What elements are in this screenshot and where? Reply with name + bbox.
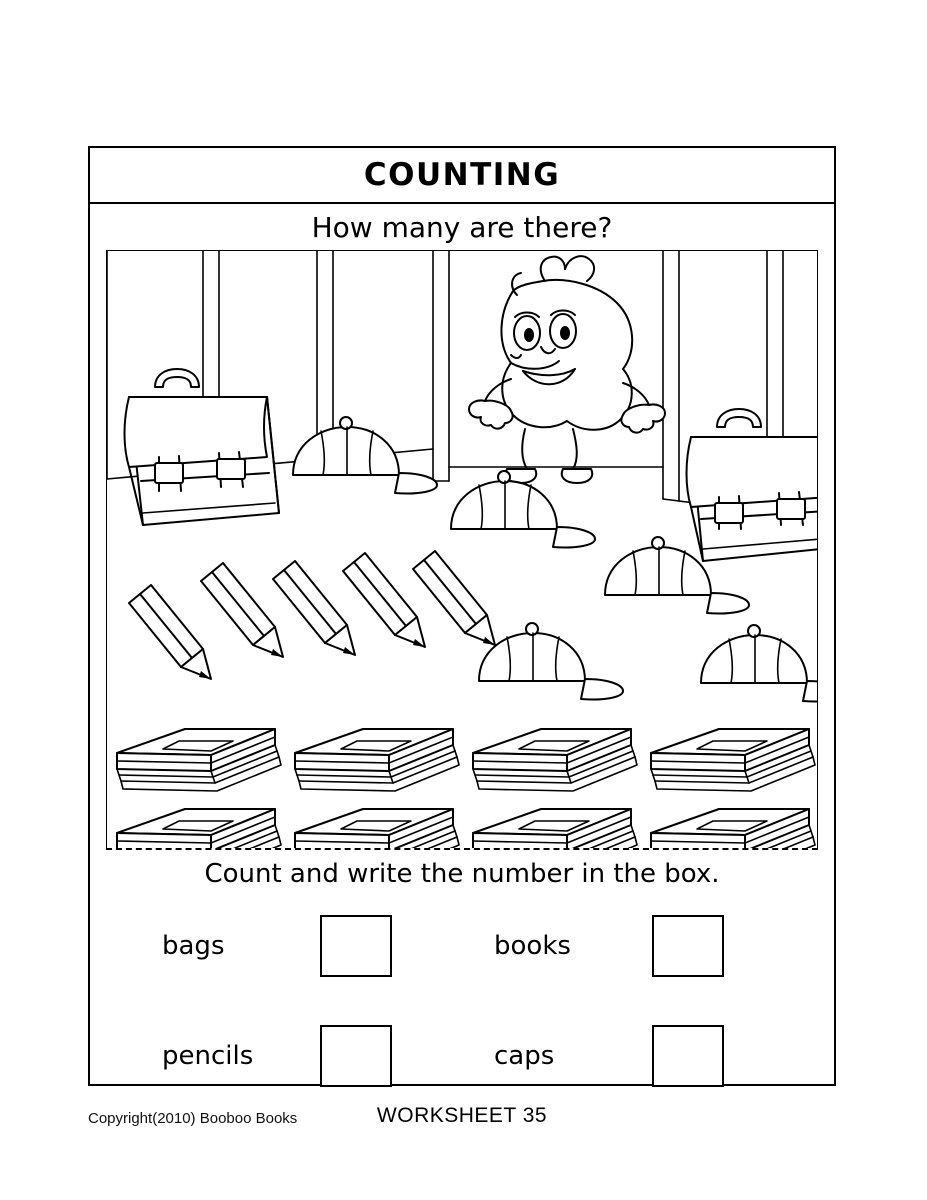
cap-1 [293, 417, 437, 494]
answers-grid [130, 900, 794, 1102]
copyright-notice: Copyright(2010) Booboo Books [88, 1110, 298, 1127]
book-stack-5 [117, 809, 281, 850]
answer-box-books[interactable] [652, 915, 724, 977]
answer-label-pencils: pencils [162, 1041, 254, 1071]
cap-5 [701, 625, 818, 702]
book-stack-2 [295, 729, 459, 791]
book-stack-3 [473, 729, 637, 791]
counting-scene-illustration [107, 251, 818, 850]
worksheet-subtitle [90, 204, 834, 250]
answer-label-books: books [494, 931, 571, 961]
instruction-text: Count and write the number in the box. [204, 859, 720, 889]
pencil-1 [129, 585, 211, 679]
school-bag-right [687, 409, 819, 561]
worksheet-title-bar [90, 148, 834, 204]
book-stack-4 [651, 729, 815, 791]
answer-box-bags[interactable] [320, 915, 392, 977]
book-stack-6 [295, 809, 459, 850]
pencil-3 [273, 561, 355, 655]
worksheet-number: WORKSHEET 35 [376, 1104, 548, 1127]
page-title: COUNTING [363, 157, 561, 193]
answer-row-pencils [130, 1010, 462, 1102]
cartoon-character [469, 256, 665, 483]
pencil-4 [343, 553, 425, 647]
school-bag-left [125, 369, 280, 525]
instruction-row [90, 850, 834, 898]
answer-label-bags: bags [162, 931, 225, 961]
answer-label-caps: caps [494, 1041, 555, 1071]
book-stack-8 [651, 809, 815, 850]
book-stack-1 [117, 729, 281, 791]
pencil-2 [201, 563, 283, 657]
subtitle-text: How many are there? [311, 210, 613, 244]
pencil-5 [413, 551, 495, 645]
answer-box-pencils[interactable] [320, 1025, 392, 1087]
answer-box-caps[interactable] [652, 1025, 724, 1087]
answer-row-bags [130, 900, 462, 992]
answer-row-books [462, 900, 794, 992]
picture-area [106, 250, 818, 850]
cap-4 [479, 623, 623, 700]
book-stack-7 [473, 809, 637, 850]
answer-row-caps [462, 1010, 794, 1102]
